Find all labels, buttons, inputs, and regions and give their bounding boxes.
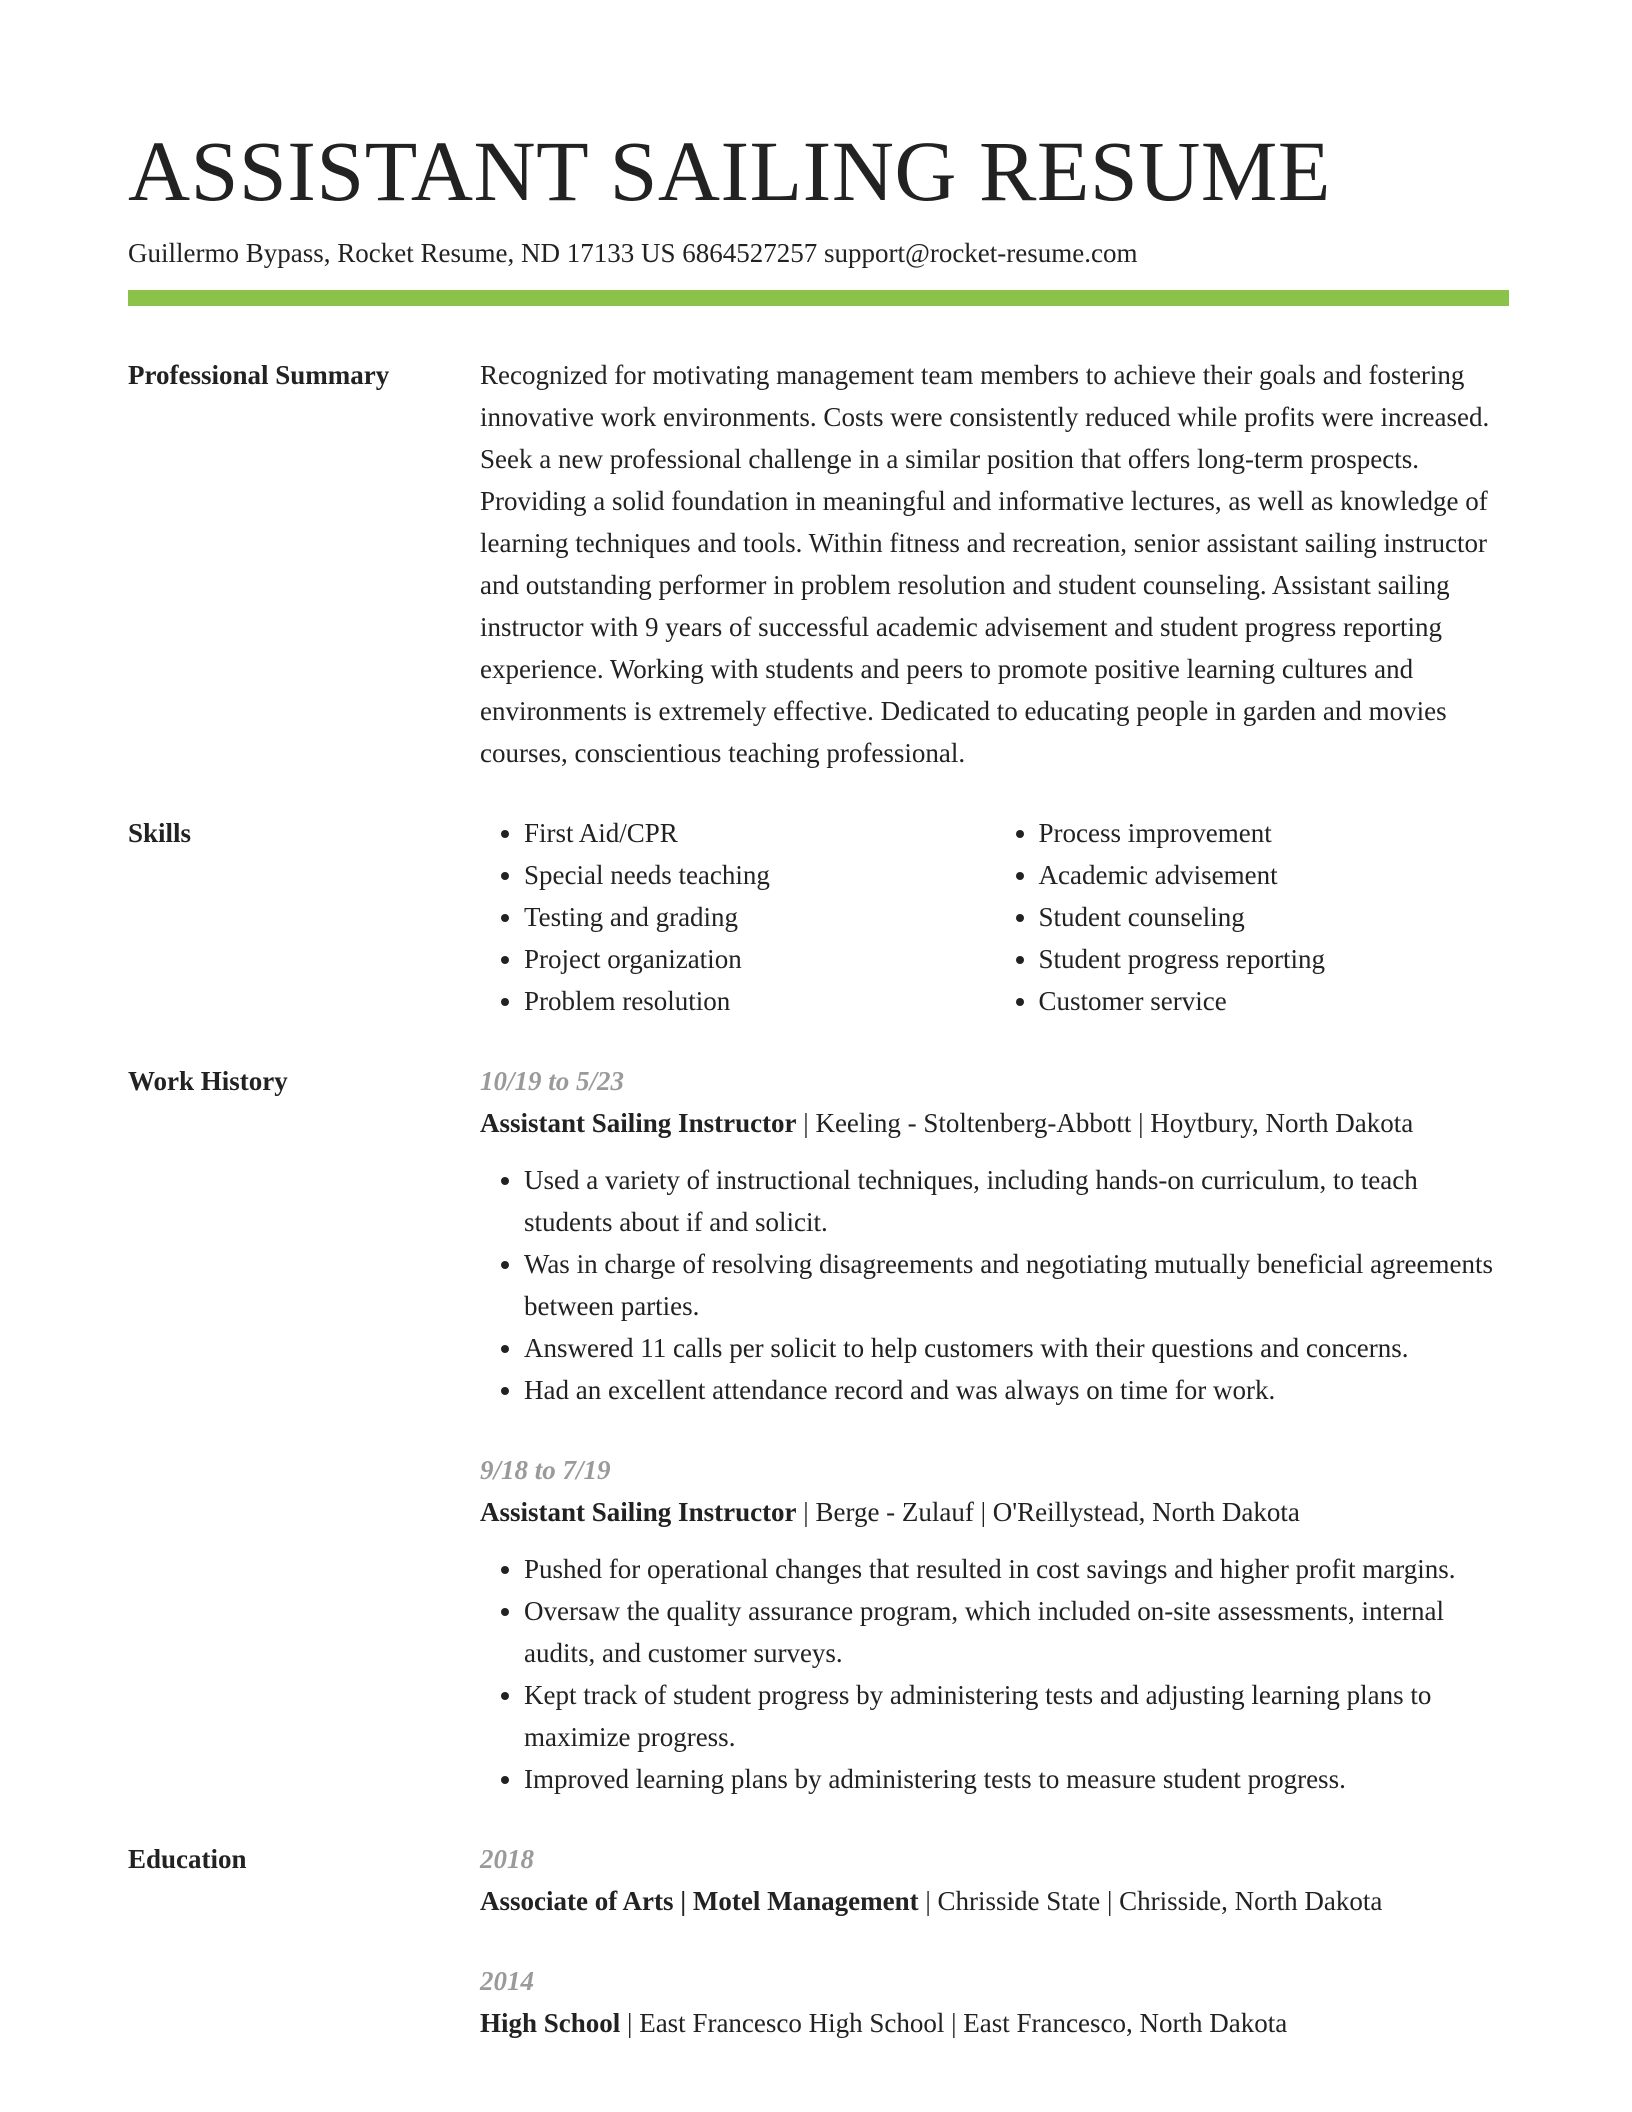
- education-degree: Associate of Arts | Motel Management: [480, 1886, 919, 1916]
- summary-section: [128, 354, 1509, 774]
- skill-item: • Project organization: [524, 938, 995, 980]
- skill-item: • Academic advisement: [1039, 854, 1510, 896]
- job-dates: 9/18 to 7/19: [480, 1455, 611, 1485]
- header-divider: [128, 290, 1509, 306]
- job-bullets: [480, 1548, 1509, 1800]
- section-label-education: Education: [128, 1844, 247, 1874]
- education-year: 2014: [480, 1966, 534, 1996]
- job-bullets: [480, 1159, 1509, 1411]
- education-body: [480, 1838, 1509, 2044]
- job-bullet: • Improved learning plans by administering tests to measure student progress.: [524, 1758, 1509, 1800]
- job-entry: [480, 1060, 1509, 1411]
- job-bullet: • Oversaw the quality assurance program, which included on-site assessments, internal audits, and customer surveys.: [524, 1590, 1509, 1674]
- skill-item: • Student progress reporting: [1039, 938, 1510, 980]
- job-bullet: • Answered 11 calls per solicit to help customers with their questions and concerns.: [524, 1327, 1509, 1369]
- education-school-location: | Chrisside State | Chrisside, North Dakota: [918, 1886, 1383, 1916]
- job-entry: [480, 1449, 1509, 1800]
- education-heading: [480, 2002, 1509, 2044]
- skill-item: • Student counseling: [1039, 896, 1510, 938]
- skills-grid: [480, 812, 1509, 1022]
- education-year: 2018: [480, 1844, 534, 1874]
- job-title: Assistant Sailing Instructor: [480, 1497, 797, 1527]
- skill-item: • First Aid/CPR: [524, 812, 995, 854]
- summary-body: [480, 354, 1509, 774]
- job-bullet: • Had an excellent attendance record and was always on time for work.: [524, 1369, 1509, 1411]
- contact-line: Guillermo Bypass, Rocket Resume, ND 17133 US 6864527257 support@rocket-resume.com: [128, 238, 1138, 268]
- job-title: Assistant Sailing Instructor: [480, 1108, 797, 1138]
- job-employer-location: | Berge - Zulauf | O'Reillystead, North Dakota: [796, 1497, 1300, 1527]
- resume-title: ASSISTANT SAILING RESUME: [128, 123, 1331, 219]
- skill-item: • Testing and grading: [524, 896, 995, 938]
- section-label-work-history: Work History: [128, 1066, 288, 1096]
- summary-text: Recognized for motivating management team members to achieve their goals and fostering innovative work environments. Costs were consistently reduced while profits were increased. Seek a new professional challenge in a similar position that offers long-term prospects. Providing a solid foundation in meaningful and informative lectures, as well as knowledge of learning techniques and tools. Within fitness and recreation, senior assistant sailing instructor and outstanding performer in problem resolution and student counseling. Assistant sailing instructor with 9 years of successful academic advisement and student progress reporting experience. Working with students and peers to promote positive learning cultures and environments is extremely effective. Dedicated to educating people in garden and movies courses, conscientious teaching professional.: [480, 360, 1490, 768]
- skills-list-left: [480, 812, 995, 1022]
- skills-section: [128, 812, 1509, 1022]
- education-entry: [480, 1960, 1509, 2044]
- job-employer-location: | Keeling - Stoltenberg-Abbott | Hoytbury, North Dakota: [796, 1108, 1414, 1138]
- skill-item: • Special needs teaching: [524, 854, 995, 896]
- job-dates: 10/19 to 5/23: [480, 1066, 625, 1096]
- skill-item: • Problem resolution: [524, 980, 995, 1022]
- job-bullet: • Used a variety of instructional techniques, including hands-on curriculum, to teach students about if and solicit.: [524, 1159, 1509, 1243]
- education-school-location: | East Francesco High School | East Francesco, North Dakota: [620, 2008, 1288, 2038]
- job-heading: [480, 1102, 1509, 1144]
- education-section: [128, 1838, 1509, 2044]
- skills-list-right: [995, 812, 1510, 1022]
- job-bullet: • Pushed for operational changes that resulted in cost savings and higher profit margins.: [524, 1548, 1509, 1590]
- skill-item: • Process improvement: [1039, 812, 1510, 854]
- work-history-section: [128, 1060, 1509, 1800]
- education-degree: High School: [480, 2008, 621, 2038]
- skill-item: • Customer service: [1039, 980, 1510, 1022]
- education-heading: [480, 1880, 1509, 1922]
- section-label-summary: Professional Summary: [128, 360, 390, 390]
- section-label-skills: Skills: [128, 818, 192, 848]
- job-heading: [480, 1491, 1509, 1533]
- work-history-body: [480, 1060, 1509, 1800]
- job-bullet: • Was in charge of resolving disagreements and negotiating mutually beneficial agreements between parties.: [524, 1243, 1509, 1327]
- job-bullet: • Kept track of student progress by administering tests and adjusting learning plans to maximize progress.: [524, 1674, 1509, 1758]
- education-entry: [480, 1838, 1509, 1922]
